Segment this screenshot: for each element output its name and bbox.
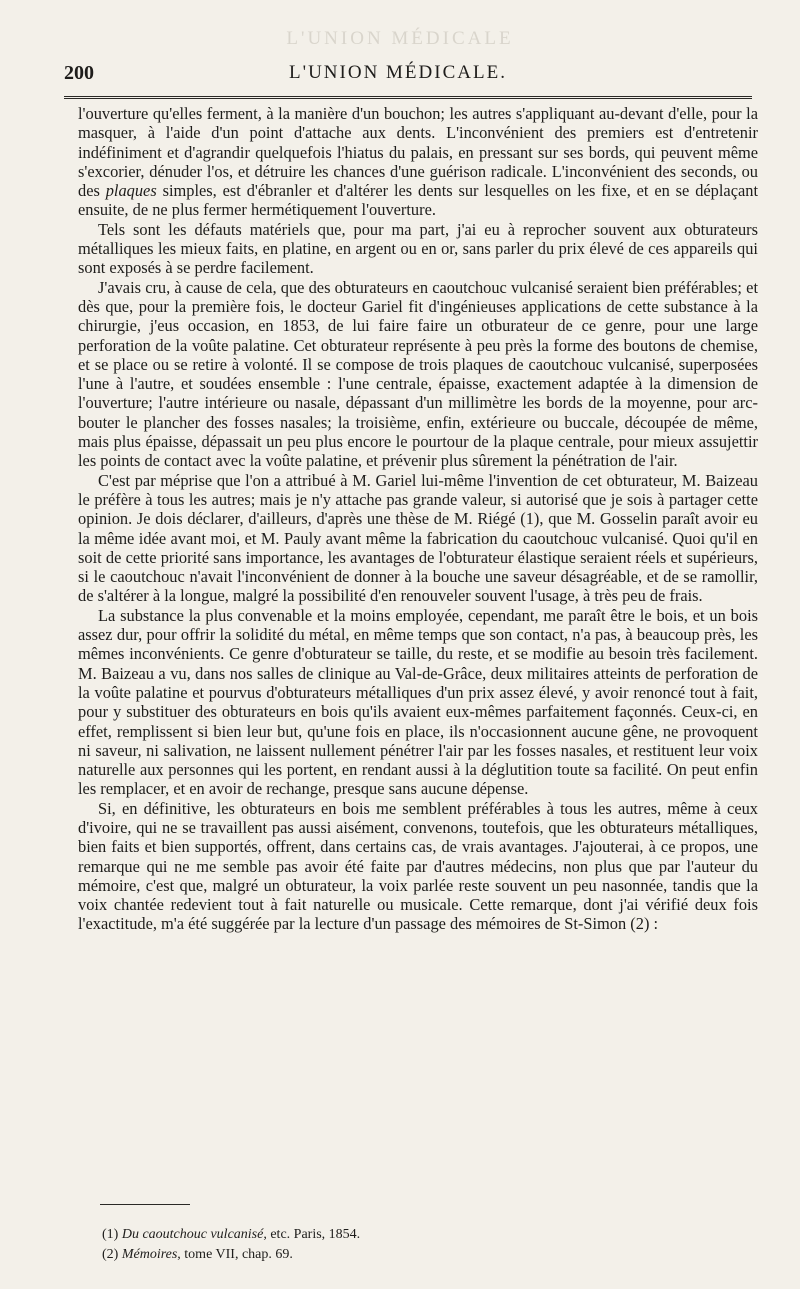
article-body xyxy=(78,104,758,934)
paragraph: Si, en définitive, les obturateurs en bois me semblent préférables à tous les autres, même à ceux d'ivoire, qui ne se travaillent pas aussi aisément, convenons, toutefois, que les obturateurs métalliques, bien faits et bien supportés, offrent, dans certains cas, de vrais avantages. J'ajouterai, à ce propos, une remarque qui ne me semble pas avoir été faite par d'autres médecins, non plus que par l'auteur du mémoire, c'est que, malgré un obturateur, la voix parlée reste souvent un peu nasonnée, tandis que la voix chantée redevient tout à fait naturelle ou musicale. Cette remarque, dont j'ai vérifié deux fois l'exactitude, m'a été suggérée par la lecture d'un passage des mémoires de St-Simon (2) : xyxy=(78,798,758,934)
footnote xyxy=(102,1225,662,1245)
footnote-marker: (2) xyxy=(102,1247,119,1262)
footnotes xyxy=(102,1225,662,1265)
running-title: L'UNION MÉDICALE. xyxy=(289,62,507,83)
footnote-text: , etc. Paris, 1854. xyxy=(263,1227,361,1242)
page-number: 200 xyxy=(64,62,94,84)
emphasis: plaques xyxy=(105,181,157,201)
footnote-title: Du caoutchouc vulcanisé xyxy=(121,1227,264,1242)
header-rule xyxy=(64,96,752,99)
footnote-title: Mémoires xyxy=(121,1247,178,1262)
paragraph: l'ouverture qu'elles ferment, à la manière d'un bouchon; les autres s'appliquant au-devant d'elle, pour la masquer, à l'aide d'un point d'attache aux dents. L'inconvénient des premiers est d'entretenir indéfiniment et d'agrandir quelquefois l'hiatus du palais, en pressant sur ses bords, qui peuvent même s'excorier, dénuder l'os, et détruire les chances d'une guérison radicale. L'inconvénient des seconds, ou des plaques simples, est d'ébranler et d'altérer les dents sur lesquelles on les fixe, et en se déplaçant ensuite, de ne plus fermer hermétiquement l'ouverture. xyxy=(78,104,758,220)
page-header xyxy=(64,62,732,90)
paragraph: Tels sont les défauts matériels que, pour ma part, j'ai eu à reprocher souvent aux obturateurs métalliques les mieux faits, en platine, en argent ou en or, sans parler du prix élevé de ces appareils qui sont exposés à se perdre facilement. xyxy=(78,219,758,278)
paragraph: C'est par méprise que l'on a attribué à M. Gariel lui-même l'invention de cet obturateur, M. Baizeau le préfère à tous les autres; mais je n'y attache pas grande valeur, si autorisé que je sois à partager cette opinion. Je dois déclarer, d'ailleurs, d'après une thèse de M. Riégé (1), que M. Gosselin paraît avoir eu la même idée avant moi, et M. Pauly avant même la fabrication du caoutchouc vulcanisé. Quoi qu'il en soit de cette priorité sans importance, les avantages de l'obturateur élastique seraient réels et supérieurs, si le caoutchouc n'avait l'inconvénient de donner à la bouche une saveur désagréable, et de se ramollir, de s'altérer à la longue, malgré la possibilité d'en renouveler souvent l'usage, à très peu de frais. xyxy=(78,470,758,606)
paragraph: La substance la plus convenable et la moins employée, cependant, me paraît être le bois, et un bois assez dur, pour offrir la solidité du métal, en même temps que son contact, n'a pas, à beaucoup près, les mêmes inconvénients. Ce genre d'obturateur se taille, du reste, et se modifie au besoin très facilement. M. Baizeau a vu, dans nos salles de clinique au Val-de-Grâce, deux militaires atteints de perforation de la voûte palatine et pourvus d'obturateurs métalliques d'un prix assez élevé, y avoir renoncé tout à fait, pour y substituer des obturateurs en bois qu'ils avaient eux-mêmes parfaitement façonnés. Ceux-ci, en effet, remplissent si bien leur but, qu'une fois en place, ils n'occasionnent aucune gêne, ne provoquent ni saveur, ni salivation, ne laissent nullement pénétrer l'air par les fosses nasales, et restituent leur voix naturelle aux personnes qui les portent, en rendant aussi à la déglutition toute sa facilité. On peut enfin les remplacer, et en avoir de rechange, presque sans aucune dépense. xyxy=(78,605,758,799)
bleed-through-header: L'UNION MÉDICALE xyxy=(286,28,514,49)
footnote xyxy=(102,1245,662,1265)
footnote-rule xyxy=(100,1204,190,1205)
footnote-marker: (1) xyxy=(102,1227,119,1242)
footnote-text: , tome VII, chap. 69. xyxy=(177,1247,293,1262)
paragraph: J'avais cru, à cause de cela, que des obturateurs en caoutchouc vulcanisé seraient bien préférables; et dès que, pour la première fois, le docteur Gariel fit d'ingénieuses applications de cette substance à la chirurgie, j'eus occasion, en 1853, de lui faire faire un otburateur de ce genre, pour une large perforation de la voûte palatine. Cet obturateur représente à peu près la forme des boutons de chemise, et se place ou se retire à volonté. Il se compose de trois plaques de caoutchouc vulcanisé, superposées l'une à l'autre, et soudées ensemble : l'une centrale, épaisse, exactement adaptée à la dimension de l'ouverture; l'autre intérieure ou nasale, dépassant d'un millimètre les bords de la moyenne, pour arc-bouter le plancher des fosses nasales; la troisième, enfin, extérieure ou buccale, découpée de même, mais plus épaisse, dépassait un peu plus encore le pourtour de la plaque centrale, pour mieux assujettir les points de contact avec la voûte palatine, et prévenir plus sûrement la pénétration de l'air. xyxy=(78,277,758,471)
